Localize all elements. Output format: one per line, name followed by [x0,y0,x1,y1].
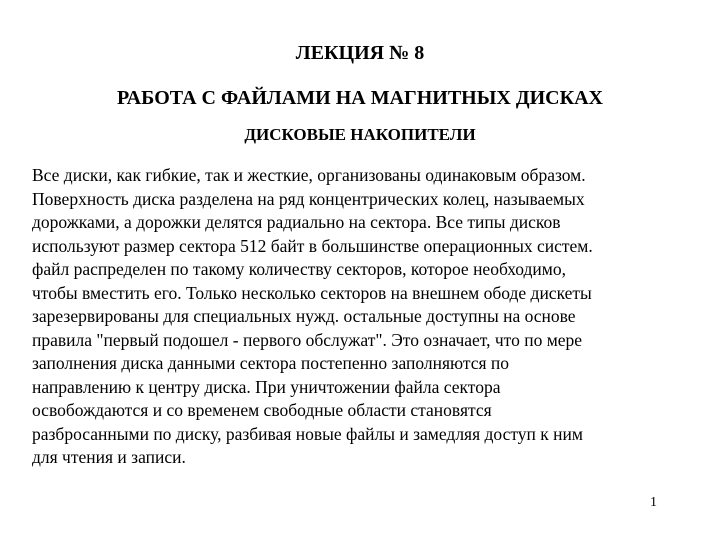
body-line: разбросанными по диску, разбивая новые файлы и замедляя доступ к ним [32,423,583,444]
section-title: ДИСКОВЫЕ НАКОПИТЕЛИ [244,125,476,144]
body-line: чтобы вместить его. Только несколько секторов на внешнем ободе дискеты [32,282,592,303]
body-line: правила "первый подошел - первого обслужат". Это означает, что по мере [32,329,583,350]
body-line: дорожками, а дорожки делятся радиально на сектора. Все типы дисков [32,212,561,232]
body-line: файл распределен по такому количеству секторов, которое необходимо, [32,259,566,279]
body-line: зарезервированы для специальных нужд. остальные доступны на основе [32,306,576,326]
lecture-title: ЛЕКЦИЯ № 8 [295,42,425,64]
body-line: направлению к центру диска. При уничтожении файла сектора [32,376,501,397]
body-line: освобождаются и со временем свободные области становятся [32,400,492,420]
body-paragraph [32,164,692,470]
body-line: Все диски, как гибкие, так и жесткие, организованы одинаковым образом. [32,165,586,185]
body-line: для чтения и записи. [32,447,186,467]
body-line: заполнения диска данными сектора постепенно заполняются по [32,353,510,373]
body-line: Поверхность диска разделена на ряд концентрических колец, называемых [32,188,585,209]
main-title: РАБОТА С ФАЙЛАМИ НА МАГНИТНЫХ ДИСКАХ [117,87,603,109]
body-line: используют размер сектора 512 байт в большинстве операционных систем. [32,235,593,256]
page-number: 1 [650,495,657,510]
